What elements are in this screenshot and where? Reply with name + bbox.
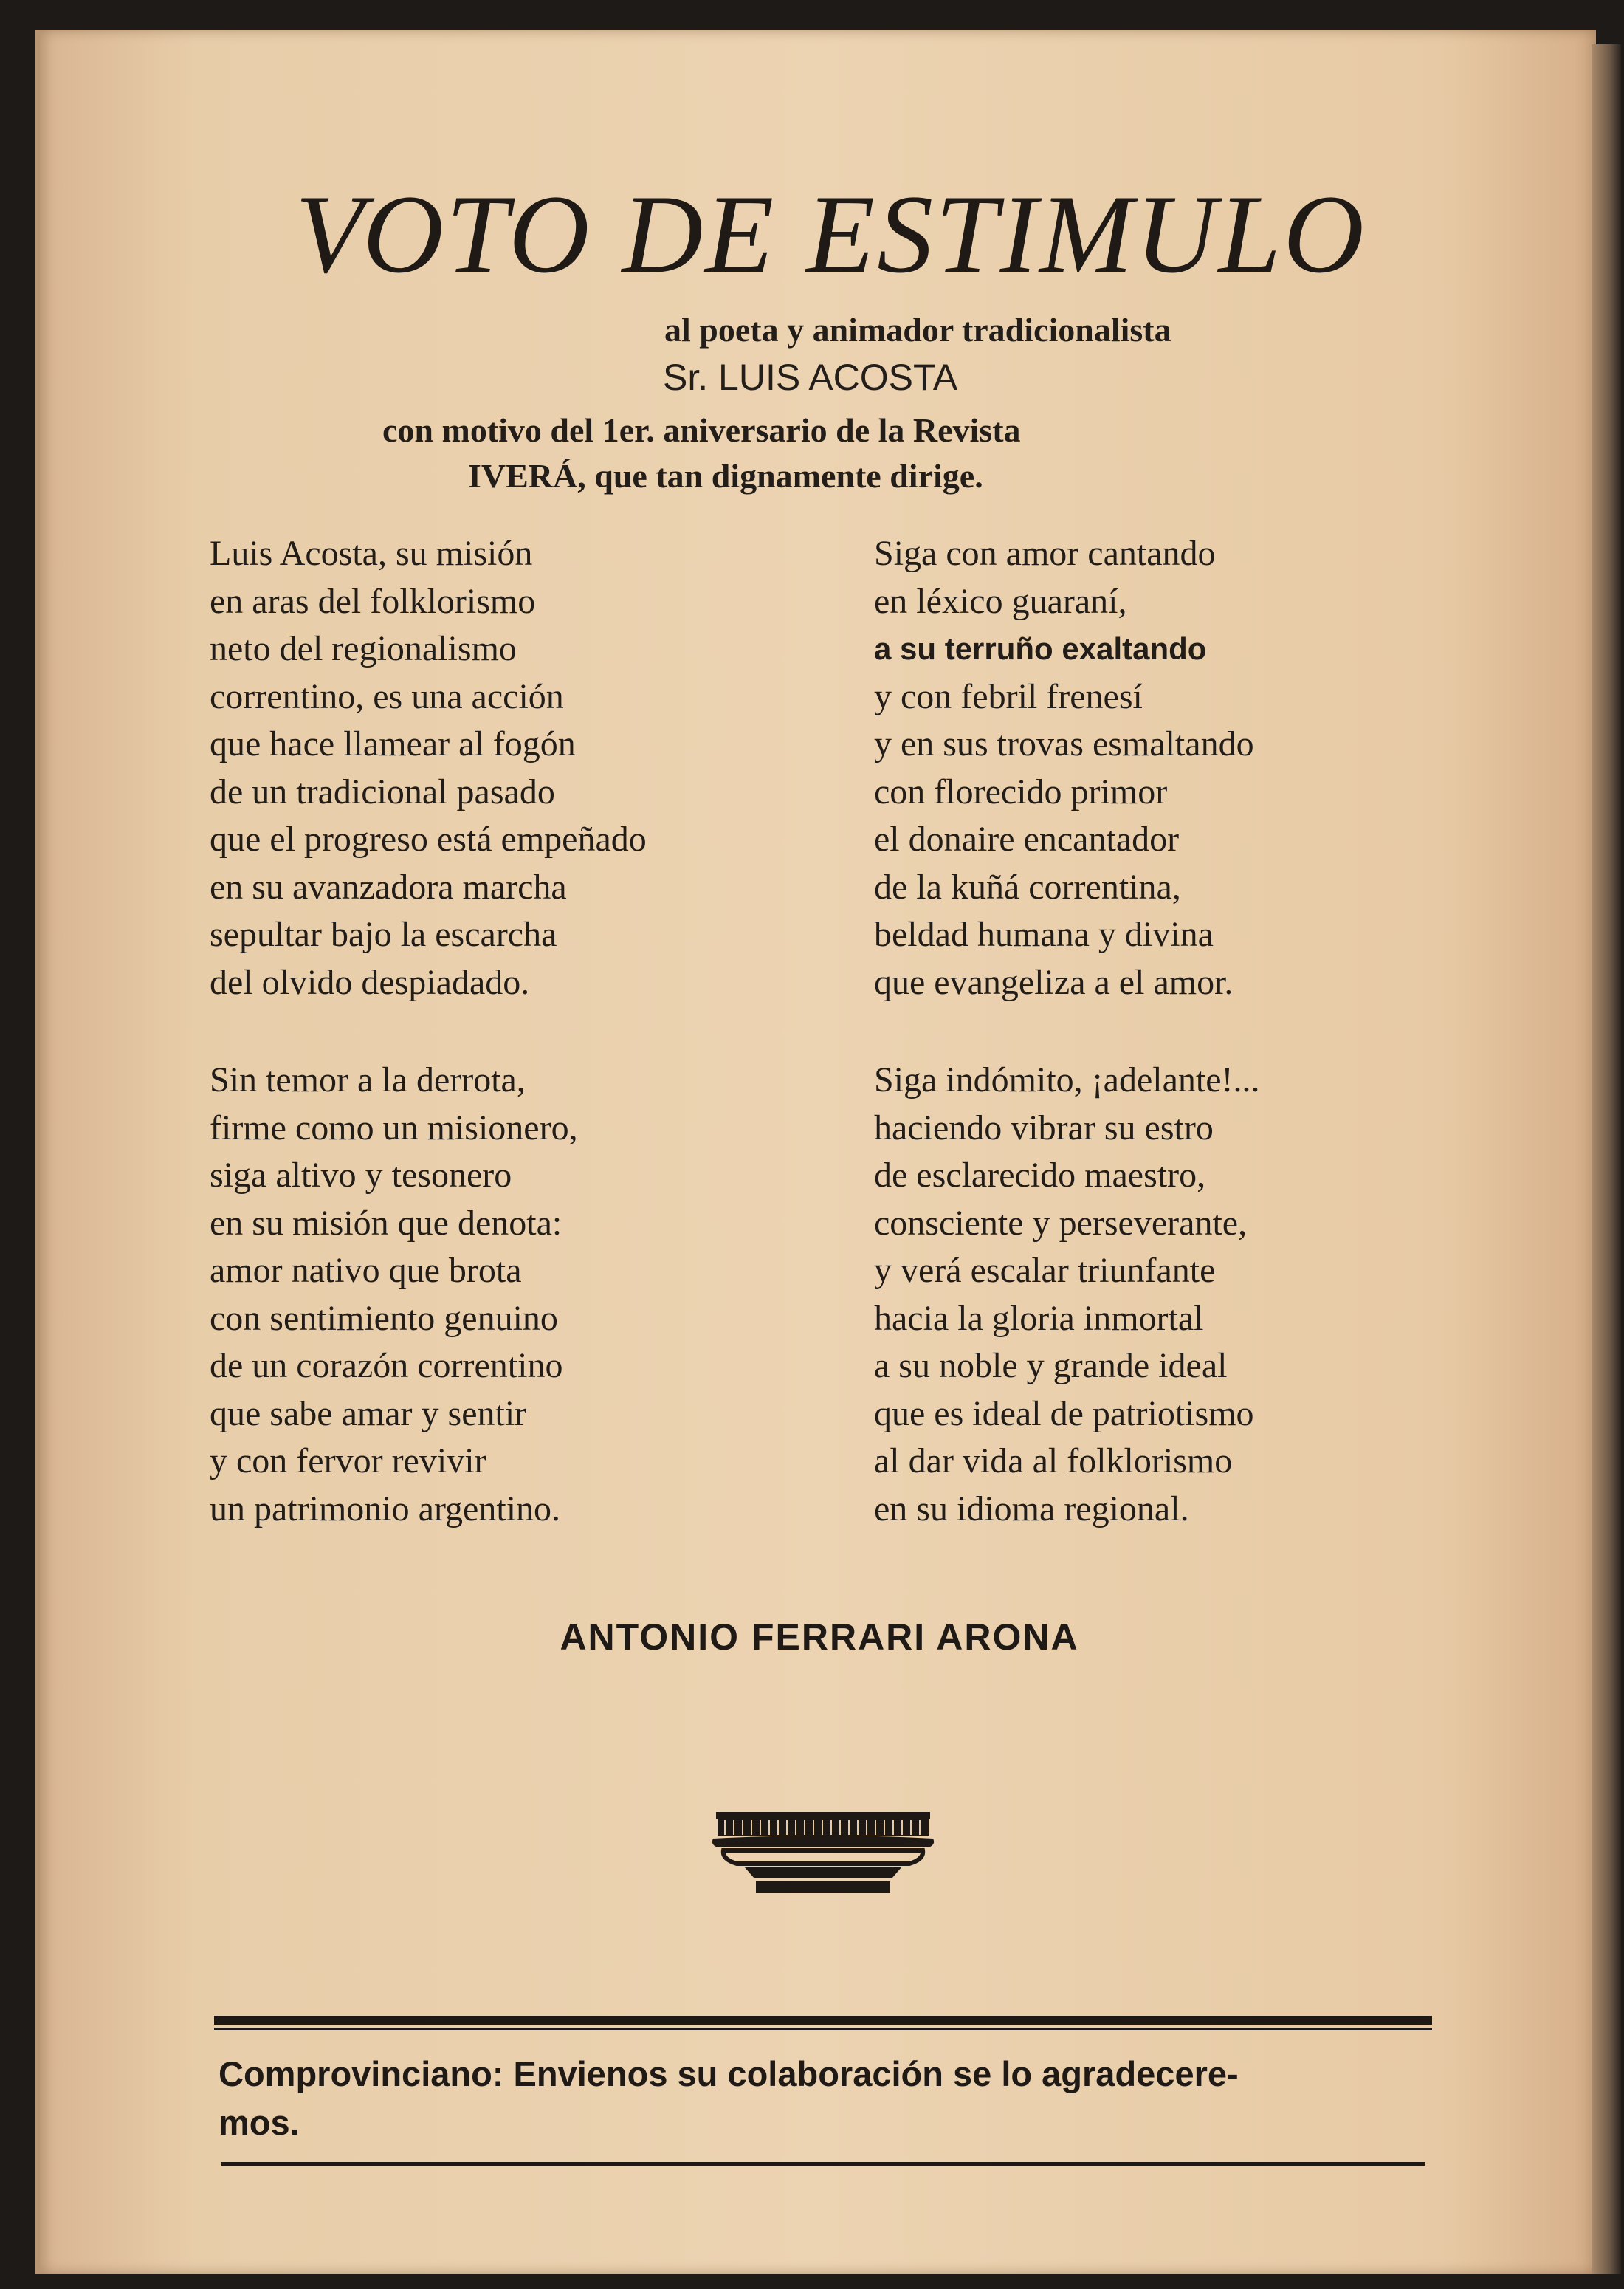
verse-line: y verá escalar triunfante (874, 1251, 1216, 1290)
verse-line: en léxico guaraní, (874, 581, 1127, 621)
verse-line: de esclarecido maestro, (874, 1156, 1206, 1195)
verse-line: siga altivo y tesonero (210, 1156, 512, 1195)
verse-line: y en sus trovas esmaltando (874, 724, 1254, 763)
verse-line: que es ideal de patriotismo (874, 1393, 1254, 1433)
verse-line: en su avanzadora marcha (210, 867, 567, 907)
verse-line: a su noble y grande ideal (874, 1346, 1228, 1385)
verse-line: hacia la gloria inmortal (874, 1298, 1204, 1338)
page-edge (1592, 44, 1621, 2274)
verse-line: correntino, es una acción (210, 676, 564, 716)
verse-line: con sentimiento genuino (210, 1298, 558, 1338)
verse-line: consciente y perseverante, (874, 1203, 1248, 1243)
verse-line: Siga con amor cantando (874, 534, 1216, 573)
stanza (874, 530, 1260, 1006)
poem-left-column (210, 530, 647, 1533)
divider-rule-top-thin (214, 2028, 1432, 2030)
verse-line: que el progreso está empeñado (210, 820, 647, 859)
page-title: VOTO DE ESTIMULO (295, 172, 1366, 296)
column-capital-ornament-icon (710, 1811, 936, 1895)
verse-line: en su idioma regional. (874, 1489, 1189, 1528)
verse-line: Sin temor a la derrota, (210, 1060, 526, 1099)
dedication-line-2: Sr. LUIS ACOSTA (663, 357, 958, 398)
poem-right-column (874, 530, 1260, 1533)
dedication-line-3: con motivo del 1er. aniversario de la Revista (382, 411, 1021, 449)
verse-line: al dar vida al folklorismo (874, 1441, 1233, 1480)
divider-rule-bottom (221, 2162, 1425, 2166)
footer-line: Comprovinciano: Envienos su colaboración se lo agradecere- (219, 2054, 1239, 2093)
verse-line: neto del regionalismo (210, 629, 517, 668)
stanza (210, 1057, 647, 1533)
verse-line: haciendo vibrar su estro (874, 1108, 1214, 1147)
verse-line: de la kuñá correntina, (874, 867, 1181, 907)
verse-line: de un tradicional pasado (210, 772, 555, 811)
verse-line: sepultar bajo la escarcha (210, 915, 557, 954)
verse-line: en aras del folklorismo (210, 581, 536, 621)
verse-line: que evangeliza a el amor. (874, 962, 1234, 1002)
verse-line: beldad humana y divina (874, 915, 1214, 954)
verse-line: amor nativo que brota (210, 1251, 522, 1290)
verse-line: firme como un misionero, (210, 1108, 578, 1147)
verse-line: en su misión que denota: (210, 1203, 562, 1243)
footer-line: mos. (219, 2103, 300, 2142)
dedication-line-4: IVERÁ, que tan dignamente dirige. (468, 457, 983, 495)
verse-line: un patrimonio argentino. (210, 1489, 561, 1528)
verse-line: el donaire encantador (874, 820, 1180, 859)
divider-rule-top (214, 2016, 1432, 2025)
stanza (210, 530, 647, 1006)
verse-line: a su terruño exaltando (874, 631, 1207, 666)
verse-line: de un corazón correntino (210, 1346, 563, 1385)
verse-line: y con fervor revivir (210, 1441, 486, 1480)
dedication-line-1: al poeta y animador tradicionalista (664, 311, 1171, 349)
footer-notice (219, 2050, 1444, 2147)
verse-line: con florecido primor (874, 772, 1168, 811)
verse-line: que sabe amar y sentir (210, 1393, 527, 1433)
verse-line: que hace llamear al fogón (210, 724, 576, 763)
stanza (874, 1057, 1260, 1533)
verse-line: Siga indómito, ¡adelante!... (874, 1060, 1260, 1099)
author-signature: ANTONIO FERRARI ARONA (560, 1616, 1079, 1658)
verse-line: Luis Acosta, su misión (210, 534, 533, 573)
verse-line: y con febril frenesí (874, 676, 1143, 716)
verse-line: del olvido despiadado. (210, 962, 530, 1002)
